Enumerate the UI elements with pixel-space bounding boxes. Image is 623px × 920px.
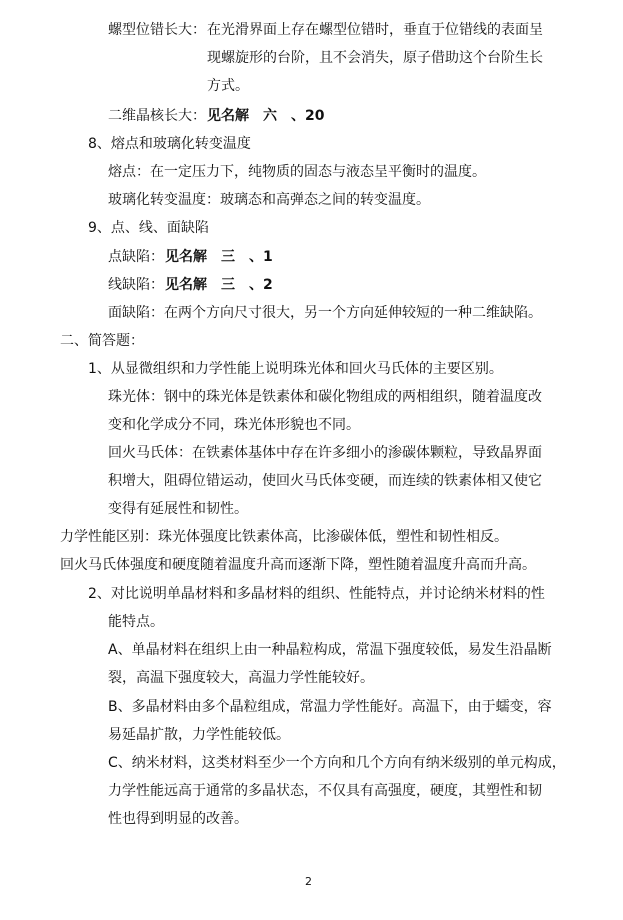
pearlite-line-2: 变和化学成分不同，珠光体形貌也不同。: [108, 417, 360, 433]
point-defect-term: 点缺陷：: [108, 249, 164, 265]
screw-line-2: 现螺旋形的台阶，且不会消失，原子借助这个台阶生长: [207, 50, 543, 66]
glass-transition: 玻璃化转变温度：玻璃态和高弹态之间的转变温度。: [108, 192, 430, 208]
q2-a-line-1: A、单晶材料在组织上由一种晶粒构成，常温下强度较低，易发生沿晶断: [108, 642, 552, 658]
section-2-title: 二、简答题：: [60, 333, 144, 349]
q2-c-line-3: 性也得到明显的改善。: [108, 811, 248, 827]
q2-title-2: 能特点。: [108, 614, 164, 630]
nucleation-term: 二维晶核长大：: [108, 108, 206, 124]
screw-term: 螺型位错长大：: [108, 22, 206, 38]
martensite-line-2: 积增大，阻碍位错运动，使回火马氏体变硬，而连续的铁素体相又使它: [108, 473, 542, 489]
q2-c-line-2: 力学性能远高于通常的多晶状态，不仅具有高强度，硬度，其塑性和韧: [108, 783, 542, 799]
item8-title: 8、熔点和玻璃化转变温度: [88, 136, 251, 152]
surface-defect: 面缺陷：在两个方向尺寸很大，另一个方向延伸较短的一种二维缺陷。: [108, 305, 542, 321]
martensite-line-3: 变得有延展性和韧性。: [108, 501, 248, 517]
q2-title-1: 2、对比说明单晶材料和多晶材料的组织、性能特点，并讨论纳米材料的性: [88, 586, 545, 602]
line-defect-term: 线缺陷：: [108, 277, 164, 293]
line-defect-ref: 见名解 三 、2: [165, 277, 273, 293]
q2-c-line-1: C、纳米材料，这类材料至少一个方向和几个方向有纳米级别的单元构成，: [108, 755, 566, 771]
nucleation-ref: 见名解 六 、20: [207, 108, 325, 124]
point-defect-ref: 见名解 三 、1: [165, 249, 273, 265]
q2-b-line-2: 易延晶扩散，力学性能较低。: [108, 727, 290, 743]
item9-title: 9、点、线、面缺陷: [88, 220, 209, 236]
martensite-line-1: 回火马氏体：在铁素体基体中存在许多细小的渗碳体颗粒，导致晶界面: [108, 445, 542, 461]
q2-b-line-1: B、多晶材料由多个晶粒组成，常温力学性能好。高温下，由于蠕变，容: [108, 699, 552, 715]
melting-point: 熔点：在一定压力下，纯物质的固态与液态呈平衡时的温度。: [108, 164, 486, 180]
screw-line-1: 在光滑界面上存在螺型位错时，垂直于位错线的表面呈: [207, 22, 543, 38]
screw-line-3: 方式。: [207, 78, 249, 94]
q2-a-line-2: 裂，高温下强度较大，高温力学性能较好。: [108, 670, 374, 686]
page-number: 2: [305, 875, 312, 888]
pearlite-line-1: 珠光体：钢中的珠光体是铁素体和碳化物组成的两相组织，随着温度改: [108, 389, 542, 405]
mechanical-difference-2: 回火马氏体强度和硬度随着温度升高而逐渐下降，塑性随着温度升高而升高。: [60, 557, 536, 573]
mechanical-difference-1: 力学性能区别：珠光体强度比铁素体高，比渗碳体低，塑性和韧性相反。: [60, 529, 508, 545]
q1-title: 1、从显微组织和力学性能上说明珠光体和回火马氏体的主要区别。: [88, 361, 503, 377]
